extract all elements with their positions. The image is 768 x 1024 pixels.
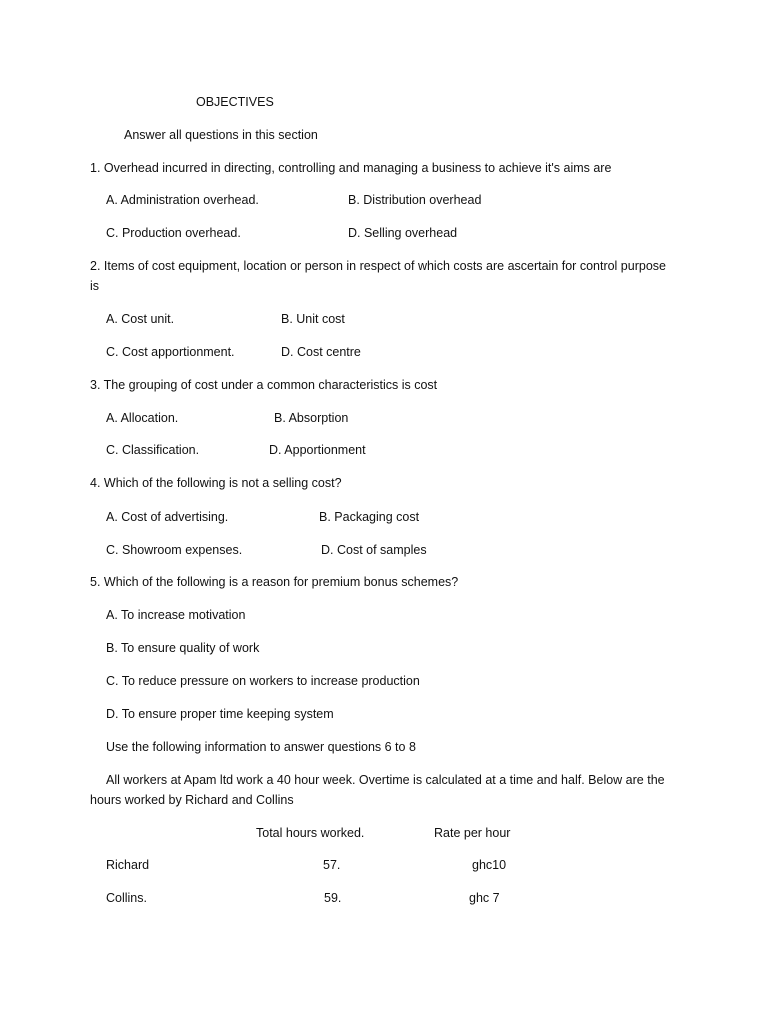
question-5-option-d: D. To ensure proper time keeping system (106, 707, 334, 721)
question-3-option-b: B. Absorption (274, 411, 349, 425)
question-3-text: 3. The grouping of cost under a common characteristics is cost (90, 378, 438, 392)
question-2-option-c: C. Cost apportionment. (106, 345, 235, 359)
question-2-option-b: B. Unit cost (281, 312, 345, 326)
question-5-option-b: B. To ensure quality of work (106, 641, 260, 655)
question-4-option-c: C. Showroom expenses. (106, 543, 243, 557)
question-5-option-c: C. To reduce pressure on workers to increase production (106, 674, 420, 688)
question-2-text: 2. Items of cost equipment, location or person in respect of which costs are ascertain for control purpose is (90, 259, 666, 293)
page-heading: OBJECTIVES (196, 95, 274, 109)
question-2-option-d: D. Cost centre (281, 345, 361, 359)
table-header-hours: Total hours worked. (256, 826, 365, 840)
question-4-text: 4. Which of the following is not a selling cost? (90, 476, 342, 490)
question-2-option-a: A. Cost unit. (106, 312, 175, 326)
question-1-text: 1. Overhead incurred in directing, controlling and managing a business to achieve it's aims are (90, 161, 612, 175)
table-row-1-rate: ghc10 (472, 858, 507, 872)
question-3-option-c: C. Classification. (106, 443, 200, 457)
table-row-1-name: Richard (106, 858, 150, 872)
info-intro: Use the following information to answer questions 6 to 8 (106, 740, 416, 754)
instruction-text: Answer all questions in this section (124, 128, 318, 142)
table-row-1-hours: 57. (323, 858, 341, 872)
question-1-option-b: B. Distribution overhead (348, 193, 482, 207)
question-3-option-d: D. Apportionment (269, 443, 366, 457)
info-paragraph: All workers at Apam ltd work a 40 hour week. Overtime is calculated at a time and half. Below are the hours worked by Richard and Collins (90, 773, 665, 807)
table-row-2-rate: ghc 7 (469, 891, 500, 905)
question-1-option-a: A. Administration overhead. (106, 193, 259, 207)
table-header-rate: Rate per hour (434, 826, 511, 840)
question-4-option-b: B. Packaging cost (319, 510, 420, 524)
question-4-option-a: A. Cost of advertising. (106, 510, 229, 524)
question-5-option-a: A. To increase motivation (106, 608, 246, 622)
table-row-2-name: Collins. (106, 891, 147, 905)
table-row-2-hours: 59. (324, 891, 342, 905)
question-4-option-d: D. Cost of samples (321, 543, 427, 557)
question-3-option-a: A. Allocation. (106, 411, 179, 425)
question-1-option-d: D. Selling overhead (348, 226, 458, 240)
question-1-option-c: C. Production overhead. (106, 226, 241, 240)
question-5-text: 5. Which of the following is a reason for premium bonus schemes? (90, 575, 459, 589)
